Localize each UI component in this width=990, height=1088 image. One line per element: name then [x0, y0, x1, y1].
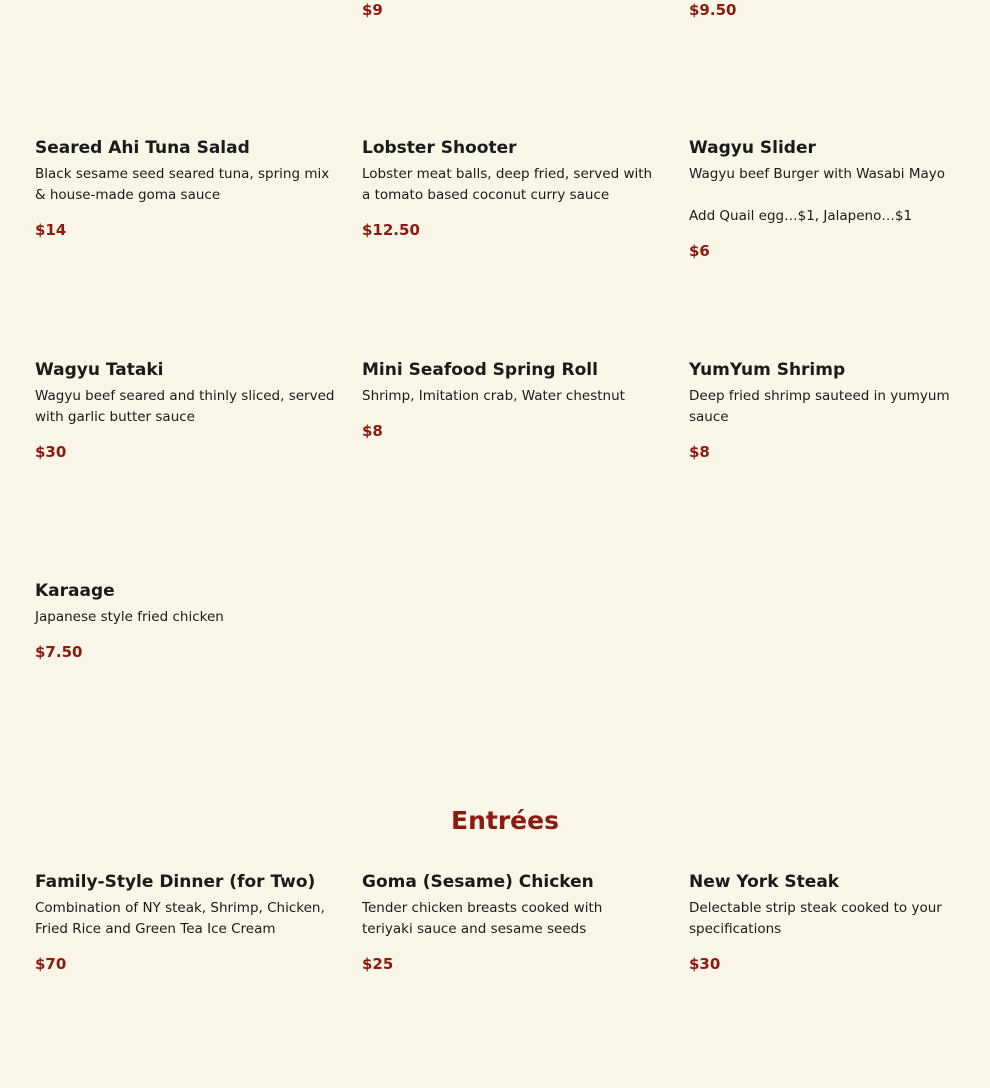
item-description: Delectable strip steak cooked to your specifications [689, 900, 942, 937]
item-name: YumYum Shrimp [689, 360, 846, 380]
item-description: Tender chicken breasts cooked with teriyaki sauce and sesame seeds [362, 900, 603, 937]
item-name: Karaage [35, 581, 115, 601]
menu-item-lobster-shooter [362, 137, 662, 239]
item-description: Deep fried shrimp sauteed in yumyum sauce [689, 388, 950, 425]
menu-item-new-york-steak [689, 871, 979, 973]
item-description: Wagyu beef seared and thinly sliced, served with garlic butter sauce [35, 388, 335, 425]
menu-item-karaage [35, 580, 335, 661]
item-description: Wagyu beef Burger with Wasabi Mayo Add Quail egg…$1, Jalapeno…$1 [689, 166, 946, 224]
menu-item-seared-ahi-tuna-salad [35, 137, 335, 239]
item-description: Combination of NY steak, Shrimp, Chicken, Fried Rice and Green Tea Ice Cream [35, 900, 325, 937]
item-name: Goma (Sesame) Chicken [362, 872, 594, 892]
menu-item-mini-seafood-spring-roll [362, 359, 662, 440]
item-price: $70 [35, 955, 67, 973]
item-description: Shrimp, Imitation crab, Water chestnut [362, 388, 625, 404]
item-price: $9.50 [689, 1, 737, 19]
menu-item-wagyu-tataki [35, 359, 335, 461]
item-description: Black sesame seed seared tuna, spring mix & house-made goma sauce [35, 166, 330, 203]
item-price: $30 [689, 955, 721, 973]
item-name: Mini Seafood Spring Roll [362, 360, 598, 380]
item-description: Lobster meat balls, deep fried, served with a tomato based coconut curry sauce [362, 166, 653, 203]
item-name: Family-Style Dinner (for Two) [35, 872, 316, 892]
menu-item-wagyu-slider [689, 137, 979, 260]
item-price: $9 [362, 1, 383, 19]
section-title-entrees: Entrées [451, 806, 559, 835]
item-name: Wagyu Tataki [35, 360, 164, 380]
item-description: Japanese style fried chicken [35, 609, 224, 625]
item-price: $6 [689, 242, 710, 260]
item-price: $8 [689, 443, 710, 461]
item-name: Wagyu Slider [689, 138, 816, 158]
item-price: $8 [362, 422, 383, 440]
menu-item-goma-sesame-chicken [362, 871, 652, 973]
item-price: $30 [35, 443, 67, 461]
item-price: $25 [362, 955, 394, 973]
item-name: New York Steak [689, 872, 840, 892]
menu-item-yumyum-shrimp [689, 359, 979, 461]
item-price: $7.50 [35, 643, 83, 661]
item-price: $12.50 [362, 221, 420, 239]
item-name: Lobster Shooter [362, 138, 517, 158]
menu-item-family-style-dinner [35, 871, 325, 973]
item-name: Seared Ahi Tuna Salad [35, 138, 250, 158]
item-price: $14 [35, 221, 67, 239]
